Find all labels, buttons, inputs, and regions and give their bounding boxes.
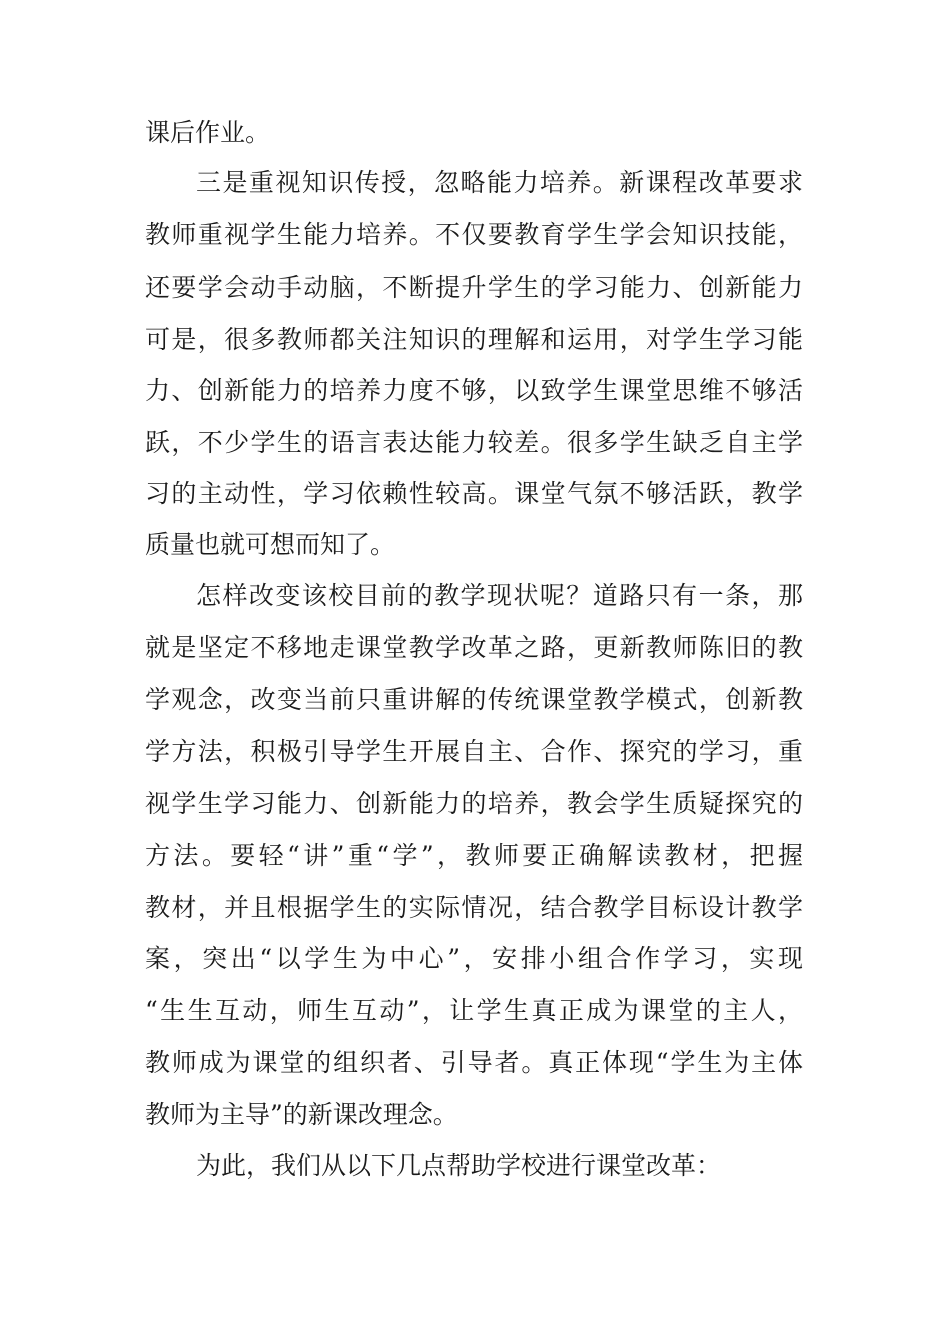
text-line	[0, 163, 950, 203]
line-text: 方法。要轻“讲”重“学”，教师要正确解读教材，把握	[145, 841, 803, 870]
text-line	[0, 215, 950, 255]
line-text: 跃，不少学生的语言表达能力较差。很多学生缺乏自主学	[145, 428, 803, 457]
text-line	[0, 732, 950, 772]
line-text: 教师重视学生能力培养。不仅要教育学生学会知识技能，	[145, 220, 803, 249]
text-line	[0, 628, 950, 668]
text-line	[0, 1043, 950, 1083]
line-text: 教师为主导”的新课改理念。	[145, 1100, 458, 1129]
line-text: 教师成为课堂的组织者、引导者。真正体现“学生为主体	[145, 1048, 803, 1077]
line-text: 三是重视知识传授，忽略能力培养。新课程改革要求	[196, 168, 803, 197]
text-line	[0, 991, 950, 1031]
text-line	[0, 576, 950, 616]
line-text: 视学生学习能力、创新能力的培养，教会学生质疑探究的	[145, 789, 803, 818]
line-text: 课后作业。	[145, 118, 271, 147]
text-line	[0, 836, 950, 876]
text-line	[0, 371, 950, 411]
line-text: 就是坚定不移地走课堂教学改革之路，更新教师陈旧的教	[145, 633, 803, 662]
line-text: 还要学会动手动脑，不断提升学生的学习能力、创新能力	[145, 273, 803, 302]
line-text: 学观念，改变当前只重讲解的传统课堂教学模式，创新教	[145, 685, 803, 714]
line-text: 教材，并且根据学生的实际情况，结合教学目标设计教学	[145, 893, 803, 922]
line-text: 质量也就可想而知了。	[145, 530, 396, 559]
line-text: 学方法，积极引导学生开展自主、合作、探究的学习，重	[145, 737, 803, 766]
line-text: 怎样改变该校目前的教学现状呢？道路只有一条，那	[196, 581, 803, 610]
text-line	[0, 113, 950, 153]
text-line	[0, 784, 950, 824]
line-text: 力、创新能力的培养力度不够，以致学生课堂思维不够活	[145, 376, 803, 405]
text-line	[0, 939, 950, 979]
line-text: “生生互动，师生互动”，让学生真正成为课堂的主人，	[145, 996, 803, 1025]
text-line	[0, 1095, 950, 1135]
line-text: 可是，很多教师都关注知识的理解和运用，对学生学习能	[145, 325, 803, 354]
text-line	[0, 525, 950, 565]
line-text: 习的主动性，学习依赖性较高。课堂气氛不够活跃，教学	[145, 479, 803, 508]
text-line	[0, 320, 950, 360]
line-text: 案，突出“以学生为中心”，安排小组合作学习，实现	[145, 944, 803, 973]
text-line	[0, 888, 950, 928]
text-line	[0, 1146, 950, 1186]
text-line	[0, 474, 950, 514]
line-text: 为此，我们从以下几点帮助学校进行课堂改革：	[196, 1151, 722, 1180]
text-line	[0, 268, 950, 308]
text-line	[0, 680, 950, 720]
text-line	[0, 423, 950, 463]
